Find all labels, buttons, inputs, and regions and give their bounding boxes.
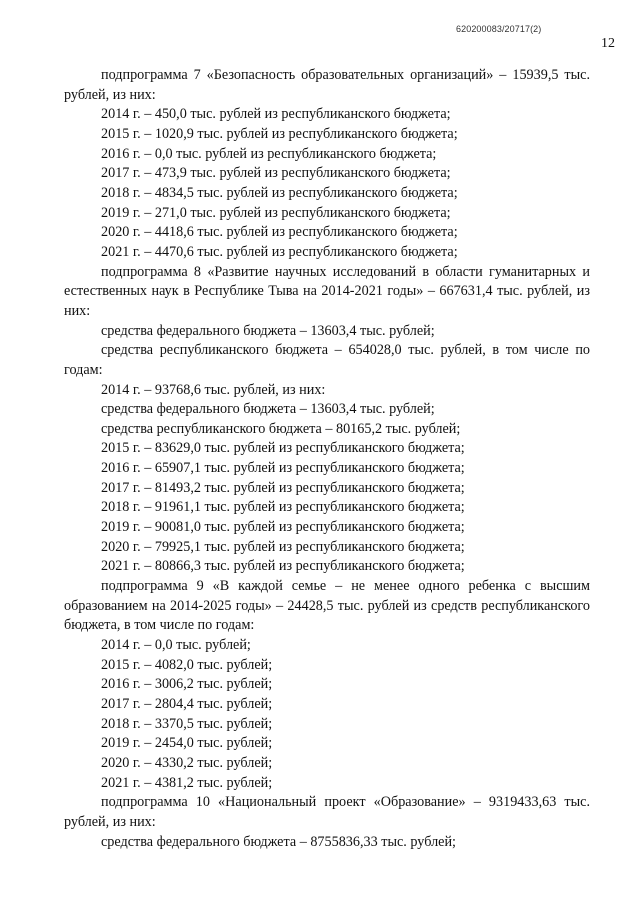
list-item: средства федерального бюджета – 13603,4 тыс. рублей; [101, 322, 435, 339]
list-item: средства федерального бюджета – 8755836,33 тыс. рублей; [101, 833, 456, 850]
paragraph: подпрограмма 8 «Развитие научных исследований в области гуманитарных и естественных наук в Республике Тыва на 2014-2021 годы» – 667631,4 тыс. рублей, из них: [64, 263, 590, 319]
list-item: 2017 г. – 81493,2 тыс. рублей из республиканского бюджета; [101, 479, 465, 496]
list-item: 2014 г. – 0,0 тыс. рублей; [101, 637, 251, 654]
list-item: 2021 г. – 4470,6 тыс. рублей из республиканского бюджета; [101, 243, 458, 260]
list-item: средства федерального бюджета – 13603,4 тыс. рублей; [101, 401, 435, 418]
list-item: 2015 г. – 4082,0 тыс. рублей; [101, 656, 273, 673]
document-code: 620200083/20717(2) [456, 24, 542, 34]
list-item: 2021 г. – 4381,2 тыс. рублей; [101, 774, 273, 791]
list-item: 2021 г. – 80866,3 тыс. рублей из республиканского бюджета; [101, 558, 465, 575]
list-item: 2020 г. – 4418,6 тыс. рублей из республиканского бюджета; [101, 224, 458, 241]
list-item: 2015 г. – 83629,0 тыс. рублей из республиканского бюджета; [101, 440, 465, 457]
list-item: 2019 г. – 90081,0 тыс. рублей из республиканского бюджета; [101, 519, 465, 536]
list-item: средства республиканского бюджета – 80165,2 тыс. рублей; [101, 420, 461, 437]
list-item: 2014 г. – 93768,6 тыс. рублей, из них: [101, 381, 326, 398]
list-item: 2019 г. – 2454,0 тыс. рублей; [101, 735, 273, 752]
paragraph: средства республиканского бюджета – 654028,0 тыс. рублей, в том числе по годам: [64, 342, 590, 378]
list-item: 2016 г. – 3006,2 тыс. рублей; [101, 676, 273, 693]
list-item: 2017 г. – 2804,4 тыс. рублей; [101, 696, 273, 712]
paragraph: подпрограмма 10 «Национальный проект «Образование» – 9319433,63 тыс. рублей, из них: [64, 794, 590, 830]
list-item: 2016 г. – 0,0 тыс. рублей из республиканского бюджета; [101, 145, 437, 162]
list-item: 2017 г. – 473,9 тыс. рублей из республиканского бюджета; [101, 165, 451, 182]
list-item: 2014 г. – 450,0 тыс. рублей из республиканского бюджета; [101, 106, 451, 123]
paragraph: подпрограмма 7 «Безопасность образовательных организаций» – 15939,5 тыс. рублей, из них: [64, 67, 590, 103]
list-item: 2020 г. – 79925,1 тыс. рублей из республиканского бюджета; [101, 538, 465, 555]
list-item: 2020 г. – 4330,2 тыс. рублей; [101, 754, 273, 771]
list-item: 2019 г. – 271,0 тыс. рублей из республиканского бюджета; [101, 204, 451, 221]
list-item: 2016 г. – 65907,1 тыс. рублей из республиканского бюджета; [101, 460, 465, 477]
page-number: 12 [601, 36, 615, 51]
list-item: 2018 г. – 3370,5 тыс. рублей; [101, 715, 273, 732]
list-item: 2018 г. – 91961,1 тыс. рублей из республиканского бюджета; [101, 499, 465, 516]
list-item: 2018 г. – 4834,5 тыс. рублей из республиканского бюджета; [101, 184, 458, 201]
document-body [64, 66, 590, 852]
paragraph: подпрограмма 9 «В каждой семье – не менее одного ребенка с высшим образованием на 2014-2025 годы» – 24428,5 тыс. рублей из средств республиканского бюджета, в том числе по годам: [64, 578, 590, 634]
list-item: 2015 г. – 1020,9 тыс. рублей из республиканского бюджета; [101, 125, 458, 142]
